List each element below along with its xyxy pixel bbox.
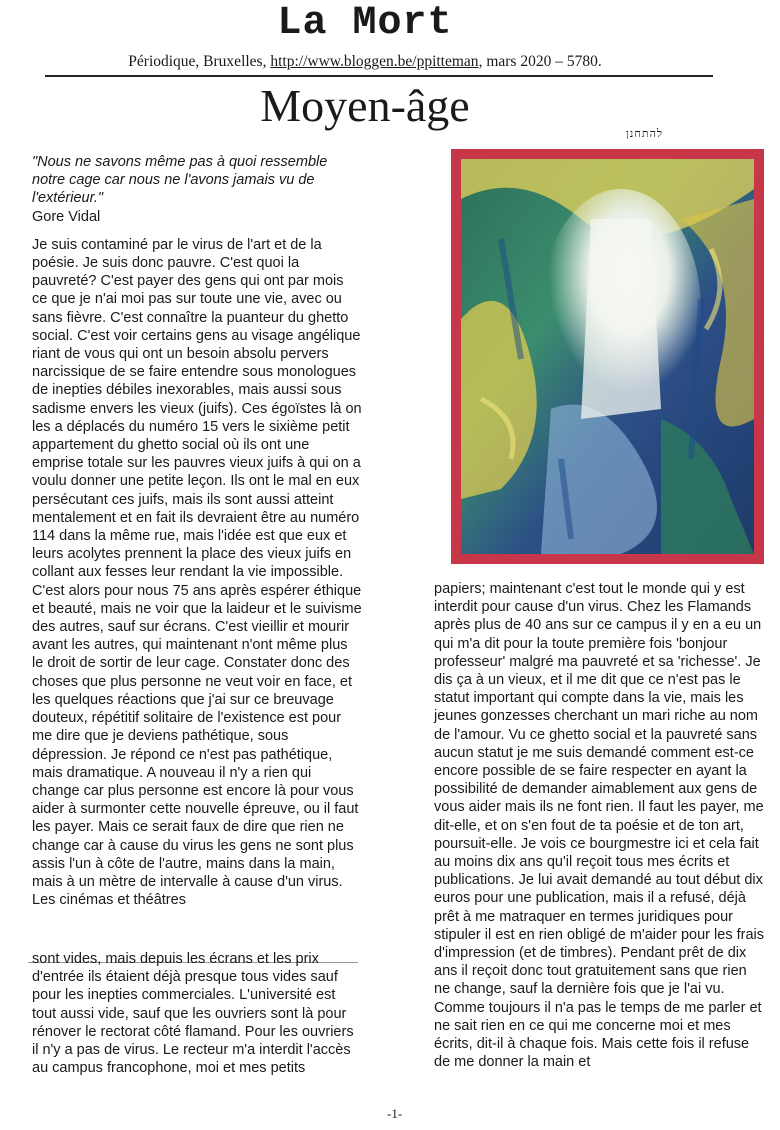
left-column-body: Je suis contaminé par le virus de l'art et de la poésie. Je suis donc pauvre. C'est quoi la pauvreté? C'est payer des gens qui ont par mois ce que je n'ai moi pas sur toute une vie, avec ou sans fièvre. C'est connaître la puanteur du ghetto social. C'est voir certains gens au visage angélique riant de vous qui ont un besoin absolu pervers narcissique de se faire entendre sous monologues de inepties débiles inexorables, mais aussi sous sadisme envers les vieux (juifs). Ces égoïstes là on les a déplacés du numéro 15 vers le sixième petit appartement du ghetto social où ils ont une emprise totale sur les pauvres vieux juifs à qui on a voulu donner une petite leçon. Ils ont le mal en eux persécutant ces juifs, mais ils sont aussi atteint mentalement et en fait ils devraient être au numéro 114 dans la même rue, mais l'idée est que eux et leurs acolytes prennent la place des vieux juifs en collant aux fesses leur rendant la vie impossible. C'est alors pour nous 75 ans après espérer éthique et beauté, mais ne voir que la laideur et le suivisme des autres, sauf sur écrans. C'est vieillir et mourir avant les autres, qui maintenant n'ont même plus le droit de sortir de leur cage. Constater donc des choses que plus personne ne veut voir en face, et les quelques réactions que j'ai sur ce breuvage douteux, répétitif solitaire de l'existence est pour me dire que je deviens pathétique, sous dépression. Je répond ce n'est pas pathétique, mais dramatique. A nouveau il n'y a rien qui change car plus personne est encore là pour vous aider à surmonter cette nouvelle épreuve, ou il faut les payer. Mais ce serait faux de dire que rien ne change car à cause du virus les gens ne sont plus assis l'un à côte de l'autre, mains dans la main, mais à un mètre de intervalle à cause d'un virus. Les cinémas et théâtres [32, 236, 362, 909]
subtitle-prefix: Périodique, Bruxelles, [128, 53, 271, 70]
blog-link[interactable]: http://www.bloggen.be/ppitteman [270, 53, 479, 70]
epigraph-quote: "Nous ne savons même pas à quoi ressemble notre cage car nous ne l'avons jamais vu de l'extérieur." [32, 154, 328, 207]
article-title: Moyen-âge [260, 80, 470, 131]
epigraph-author: Gore Vidal [32, 208, 101, 225]
hebrew-tag: להתחנן [626, 127, 664, 140]
subtitle-suffix: , mars 2020 – 5780. [478, 53, 602, 70]
right-column: papiers; maintenant c'est tout le monde qui y est interdit pour cause d'un virus. Chez les Flamands après plus de 40 ans sur ce campus il y en a eu un qui m'a dit pour la toute première fois 'bonjour professeur' malgré ma pauvreté et sa 'richesse'. Je dis ça à un vieux, et il me dit que ce n'est pas le statut important qui compte dans la vie, mais les jeunes gonzesses cherchant un mari riche au nom de l'amour. Vu ce ghetto social et la pauvreté sans aucun statut je me suis demandé comment est-ce encore possible de se faire respecter en ayant la possibilité de demander aimablement aux gens de vous aider mais ils ne font rien. Il faut les payer, me dit-elle, et on s'en fout de ta poésie et de ton art, poursuit-elle. Je vois ce bourgmestre ici et cela fait au moins dix ans qu'il reçoit tous mes écrits et publications. Je lui avait demandé au tout début dix euros pour une publication, mais il a refusé, déjà prêt à me matraquer en termes juridiques pour stipuler il est en rien obligé de m'aider pour les frais d'impression (et de timbres). Pendant prêt de dix ans il reçoit donc tout gratuitement sans que rien ne change, sauf la dernière fois que je l'ai vu. Comme toujours il n'a pas le temps de me parler et ne sait rien en ce qui me concerne moi et mes écrits, dit-il à chaque fois. Mais cette fois il refuse de me donner la main et [434, 581, 764, 1071]
header-divider [45, 75, 713, 77]
page-number: -1- [387, 1106, 403, 1121]
masthead-title: La Mort [277, 1, 453, 46]
masthead-subtitle [0, 53, 730, 71]
abstract-painting [461, 159, 754, 554]
painting-frame [451, 149, 764, 564]
left-column [32, 153, 362, 909]
left-column-continued: sont vides, mais depuis les écrans et les prix d'entrée ils étaient déjà presque tous vides sauf pour les inepties commerciales. L'université est tout aussi vide, sauf que les ouvriers sont là pour rénover le rectorat côté flamand. Pour les ouvriers il n'y a pas de virus. Le recteur m'a interdit l'accès au campus francophone, moi et mes petits [32, 951, 354, 1077]
